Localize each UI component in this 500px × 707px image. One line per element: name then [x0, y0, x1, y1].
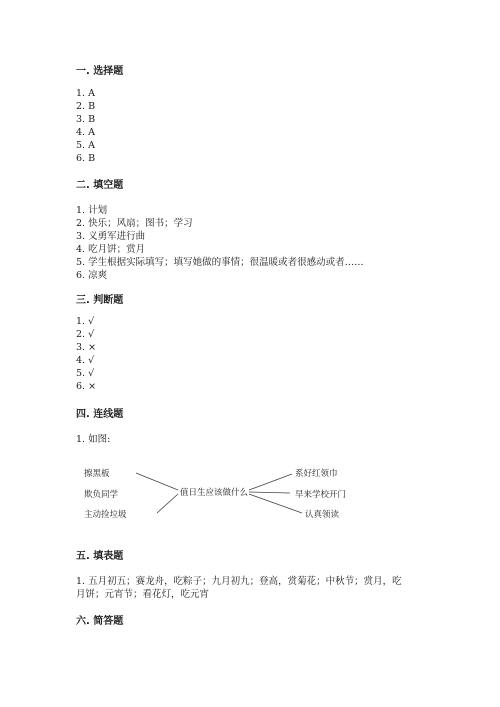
- section-title-table: 五. 填表题: [76, 551, 124, 562]
- left-item: 主动捡垃圾: [84, 510, 127, 520]
- answer-line: 2. B: [76, 101, 96, 112]
- answer-line: 6. ×: [76, 381, 97, 392]
- section-title-match: 四. 连线题: [76, 409, 124, 420]
- answer-line: 4. √: [76, 355, 95, 366]
- answer-line: 5. √: [76, 368, 95, 379]
- left-item: 擦黑板: [84, 469, 110, 479]
- connector-line: [136, 473, 178, 490]
- right-item: 认真领读: [305, 510, 340, 520]
- section-title-choice: 一. 选择题: [76, 66, 124, 77]
- answer-line: 3. 义勇军进行曲: [76, 231, 146, 242]
- section-title-fill: 二. 填空题: [76, 180, 124, 191]
- right-item: 系好红领巾: [295, 469, 338, 479]
- answer-line: 4. A: [76, 127, 95, 138]
- answer-line: 4. 吃月饼；赏月: [76, 244, 146, 255]
- center-item: 值日生应该做什么: [180, 488, 249, 498]
- answer-line: 1. 计划: [76, 205, 108, 216]
- answer-line: 5. 学生根据实际填写；填写她做的事情；很温暖或者很感动或者……: [76, 257, 364, 268]
- connector-line: [249, 474, 292, 490]
- answer-line: 1. A: [76, 88, 95, 99]
- answer-line: 1. √: [76, 316, 95, 327]
- answer-line: 5. A: [76, 140, 95, 151]
- connector-line: [157, 494, 178, 513]
- answer-line: 3. ×: [76, 342, 97, 353]
- answer-line: 2. 快乐；风扇；图书；学习: [76, 218, 193, 229]
- answer-line: 2. √: [76, 329, 95, 340]
- section-title-judge: 三. 判断题: [76, 295, 124, 306]
- section-title-short-answer: 六. 简答题: [76, 616, 124, 627]
- right-item: 早来学校开门: [295, 490, 347, 500]
- answer-line: 1. 五月初五；赛龙舟，吃粽子；九月初九；登高，赏菊花；中秋节；赏月，吃: [76, 576, 402, 587]
- answer-line: 6. 凉爽: [76, 270, 108, 281]
- answer-line: 1. 如图:: [76, 434, 111, 445]
- connector-line: [249, 492, 290, 493]
- left-item: 欺负同学: [84, 490, 119, 500]
- answer-line: 3. B: [76, 114, 96, 125]
- answer-line: 月饼；元宵节；看花灯，吃元宵: [76, 589, 210, 600]
- answer-line: 6. B: [76, 153, 96, 164]
